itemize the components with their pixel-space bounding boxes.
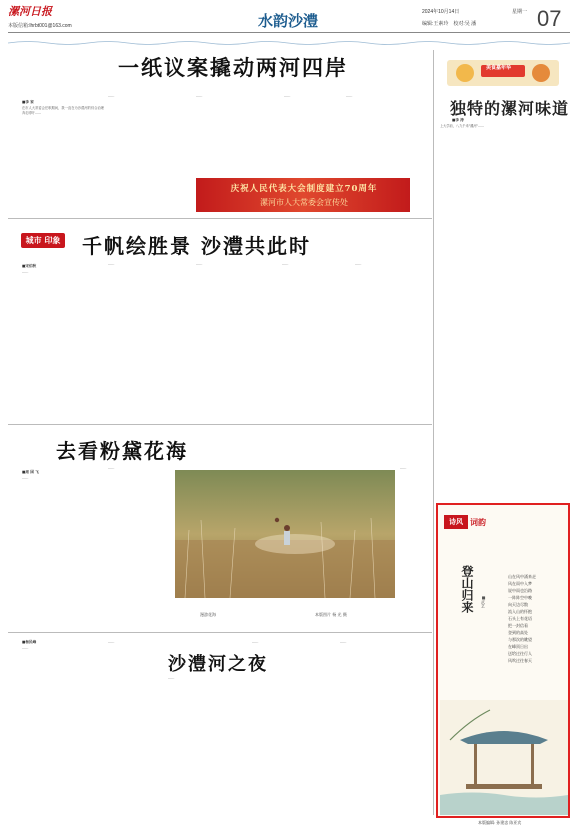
poem-line: 向天边尽散	[508, 602, 528, 607]
poem-title: 登山归来	[460, 565, 474, 613]
article-body-col: ……	[196, 94, 203, 98]
poem-line: 风在雨中入梦	[508, 581, 532, 586]
poem-line: 一阵阵空中晚	[508, 595, 532, 600]
poem-tag: 诗风	[444, 515, 468, 529]
banner-subtitle: 漯河市人大常委会宣传处	[260, 198, 348, 207]
article-body-col: ……	[346, 94, 353, 98]
poem-line: 登到的高处	[508, 630, 528, 635]
article-body-col: ……	[108, 466, 115, 470]
page-editors: 编辑:王素玲 校对:吴 潘	[422, 21, 477, 27]
wave-divider	[8, 40, 570, 46]
badge-label: 城市 印象	[25, 235, 61, 245]
headline-flavor: 独特的漯河味道	[450, 99, 570, 118]
poem-line: 送给过往行人	[508, 651, 532, 656]
photo-credit: 本版图片 杨 光 摄	[315, 612, 347, 617]
poem-line: 石头上有花语	[508, 616, 532, 621]
illustration-caption: 美食嘉年华	[486, 65, 512, 71]
article-body-col: ……	[22, 476, 29, 480]
poem-line: 风吹过往春天	[508, 658, 532, 663]
poem-line: 流入山的怀抱	[508, 609, 532, 614]
article-body-col: ……	[252, 640, 259, 644]
article-body-col: ……	[108, 262, 115, 266]
poem-line: 与那次的眺望	[508, 637, 532, 642]
footer-editors: 本版编辑: 孙建忠 陈亚宾	[478, 820, 522, 825]
poem-author: ■武艺	[481, 595, 486, 608]
section-divider	[8, 424, 432, 425]
section-title: 水韵沙澧	[258, 12, 319, 30]
article-body-col: ……	[108, 640, 115, 644]
night-author: ■杨民峰	[22, 640, 37, 644]
photo-caption: 漫游花海	[200, 612, 216, 617]
section-divider	[8, 632, 432, 633]
poem-line: 说中雨也沿路	[508, 588, 532, 593]
newspaper-logo: 漯河日报	[8, 6, 52, 18]
section-divider	[8, 218, 432, 219]
reeds-author: ■周 国 飞	[22, 470, 39, 474]
side-article-body: 上大学前，八九千米"漯河"……	[440, 124, 485, 128]
issue-weekday: 星期一	[512, 9, 528, 15]
poem-line: 在峰顶日出	[508, 644, 528, 649]
banner-title: 庆祝人民代表大会制度建立70周年	[230, 184, 378, 194]
poem-tag-secondary: 词韵	[470, 517, 486, 527]
city-author: ■宋伯秋	[22, 264, 37, 268]
headline-thousand-sails: 千帆绘胜景 沙澧共此时	[82, 234, 311, 258]
poem-line: 山在风中涌来走	[508, 574, 536, 579]
article-body-col: ……	[22, 270, 29, 274]
article-body-col: ……	[355, 262, 362, 266]
pavilion-illustration	[440, 700, 568, 815]
newspaper-contact: 本版信箱:lhrbt001@163.com	[8, 23, 72, 29]
poem-line: 把一封信看	[508, 623, 528, 628]
headline-pink-grass: 去看粉黛花海	[56, 439, 188, 463]
article-body-col: ……	[22, 646, 29, 650]
page-number: 07	[537, 6, 562, 31]
issue-date: 2024年10月14日	[422, 9, 460, 15]
city-impression-badge	[21, 233, 65, 248]
headline-river-night: 沙澧河之夜	[168, 654, 268, 675]
headline-two-rivers: 一纸议案撬动两河四岸	[118, 55, 348, 80]
reeds-photo	[175, 470, 395, 598]
article-body-col: ……	[400, 466, 407, 470]
food-festival-illustration	[437, 56, 569, 90]
article-author: ■李 家	[22, 100, 34, 104]
article-body-col: ……	[196, 262, 203, 266]
article-body-col: ……	[284, 94, 291, 98]
side-author: ■李 涛	[452, 118, 464, 122]
article-body-col: ……	[168, 676, 175, 680]
article-body-col: ……	[108, 94, 115, 98]
article-body-col: ……	[340, 640, 347, 644]
column-divider	[433, 50, 434, 815]
article-body-col: ……	[282, 262, 289, 266]
article-body-col: 在市人大常委会任职期间，我一直在为沙澧河的综合治理奔走呼吁……	[22, 106, 104, 115]
header-divider	[8, 32, 570, 33]
